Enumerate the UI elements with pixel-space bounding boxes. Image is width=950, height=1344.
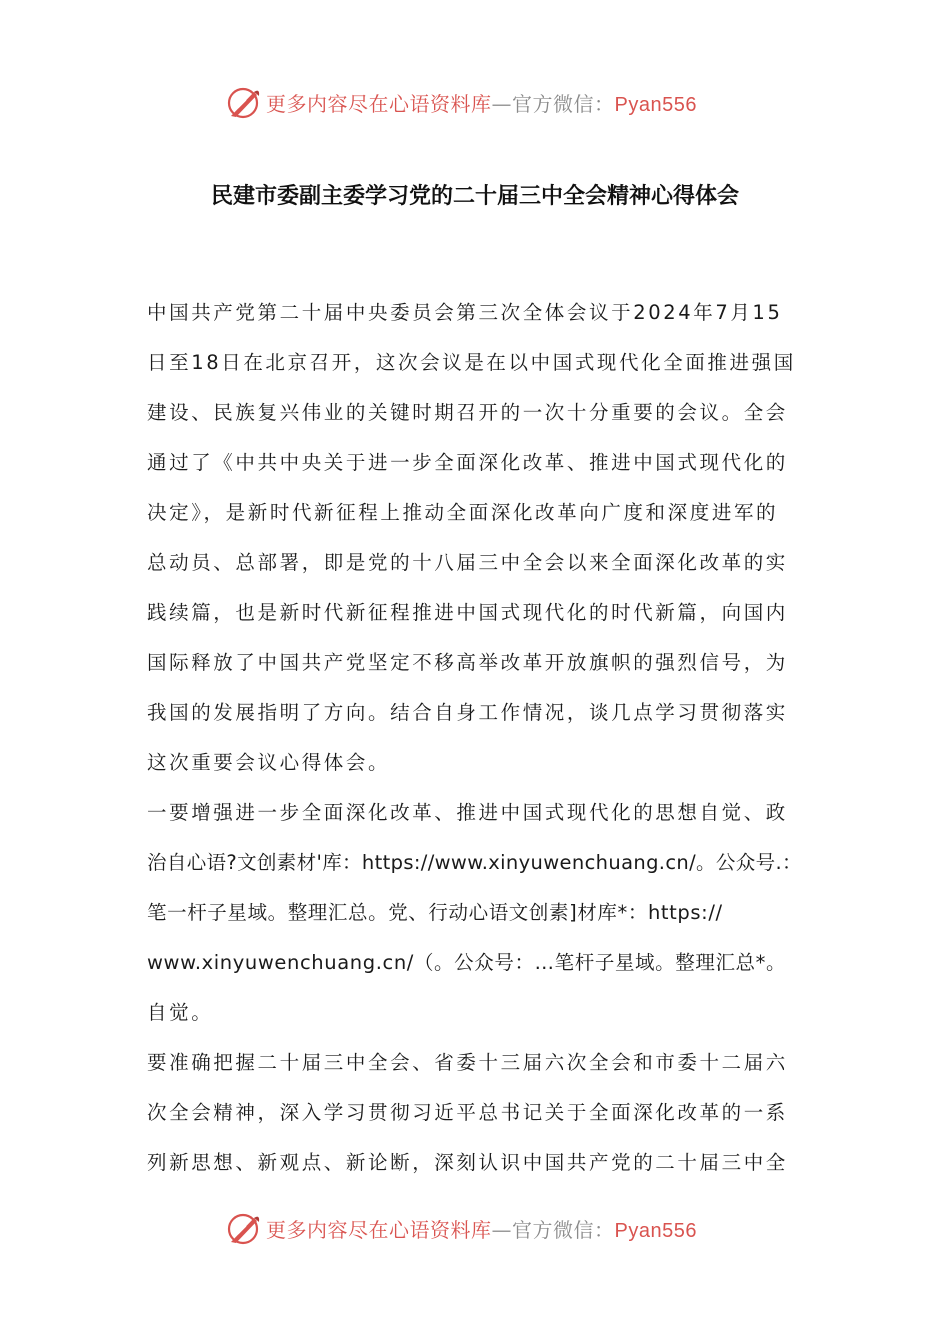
banner-wechat-id: Pyan556 — [614, 1220, 697, 1242]
banner-wechat-label: 官方微信： — [512, 1218, 615, 1242]
document-title: 民建市委副主委学习党的二十届三中全会精神心得体会 — [210, 184, 739, 209]
text-line: 这次重要会议心得体会。 — [147, 751, 391, 774]
text-line: 日至18日在北京召开，这次会议是在以中国式现代化全面推进强国 — [147, 351, 796, 374]
text-line: 我国的发展指明了方向。结合自身工作情况，谈几点学习贯彻落实 — [147, 701, 788, 724]
text-line: 一要增强进一步全面深化改革、推进中国式现代化的思想自觉、政 — [147, 801, 788, 824]
quill-logo-icon — [226, 86, 262, 120]
document-body — [147, 288, 807, 1188]
banner-dash: — — [491, 1218, 512, 1242]
quill-logo-icon — [226, 1212, 262, 1246]
banner-site-name: 更多内容尽在心语资料库 — [266, 92, 492, 116]
text-line: 治自心语?文创素材'库：https://www.xinyuwenchuang.cn/。公众号.： — [147, 851, 802, 874]
text-line: 总动员、总部署，即是党的十八届三中全会以来全面深化改革的实 — [147, 551, 788, 574]
header-banner — [0, 84, 950, 124]
text-line: 国际释放了中国共产党坚定不移高举改革开放旗帜的强烈信号，为 — [147, 651, 788, 674]
text-line: 建设、民族复兴伟业的关键时期召开的一次十分重要的会议。全会 — [147, 401, 788, 424]
text-line: 自觉。 — [147, 1001, 214, 1024]
text-line: 通过了《中共中央关于进一步全面深化改革、推进中国式现代化的 — [147, 451, 788, 474]
banner-wechat-id: Pyan556 — [614, 94, 697, 116]
banner-site-name: 更多内容尽在心语资料库 — [266, 1218, 492, 1242]
text-line: 中国共产党第二十届中央委员会第三次全体会议于2024年7月15 — [147, 301, 783, 324]
text-line: 决定》，是新时代新征程上推动全面深化改革向广度和深度进军的 — [147, 501, 779, 524]
text-line: 笔一杆子星域。整理汇总。党、行动心语文创素]材库*：https:// — [147, 901, 723, 924]
banner-wechat-label: 官方微信： — [512, 92, 615, 116]
footer-banner — [0, 1210, 950, 1250]
text-line: www.xinyuwenchuang.cn/（。公众号：…笔杆子星域。整理汇总*。 — [147, 951, 787, 974]
text-line: 要准确把握二十届三中全会、省委十三届六次全会和市委十二届六 — [147, 1051, 788, 1074]
banner-dash: — — [491, 92, 512, 116]
text-line: 次全会精神，深入学习贯彻习近平总书记关于全面深化改革的一系 — [147, 1101, 788, 1124]
text-line: 列新思想、新观点、新论断，深刻认识中国共产党的二十届三中全 — [147, 1151, 788, 1174]
text-line: 践续篇，也是新时代新征程推进中国式现代化的时代新篇，向国内 — [147, 601, 788, 624]
